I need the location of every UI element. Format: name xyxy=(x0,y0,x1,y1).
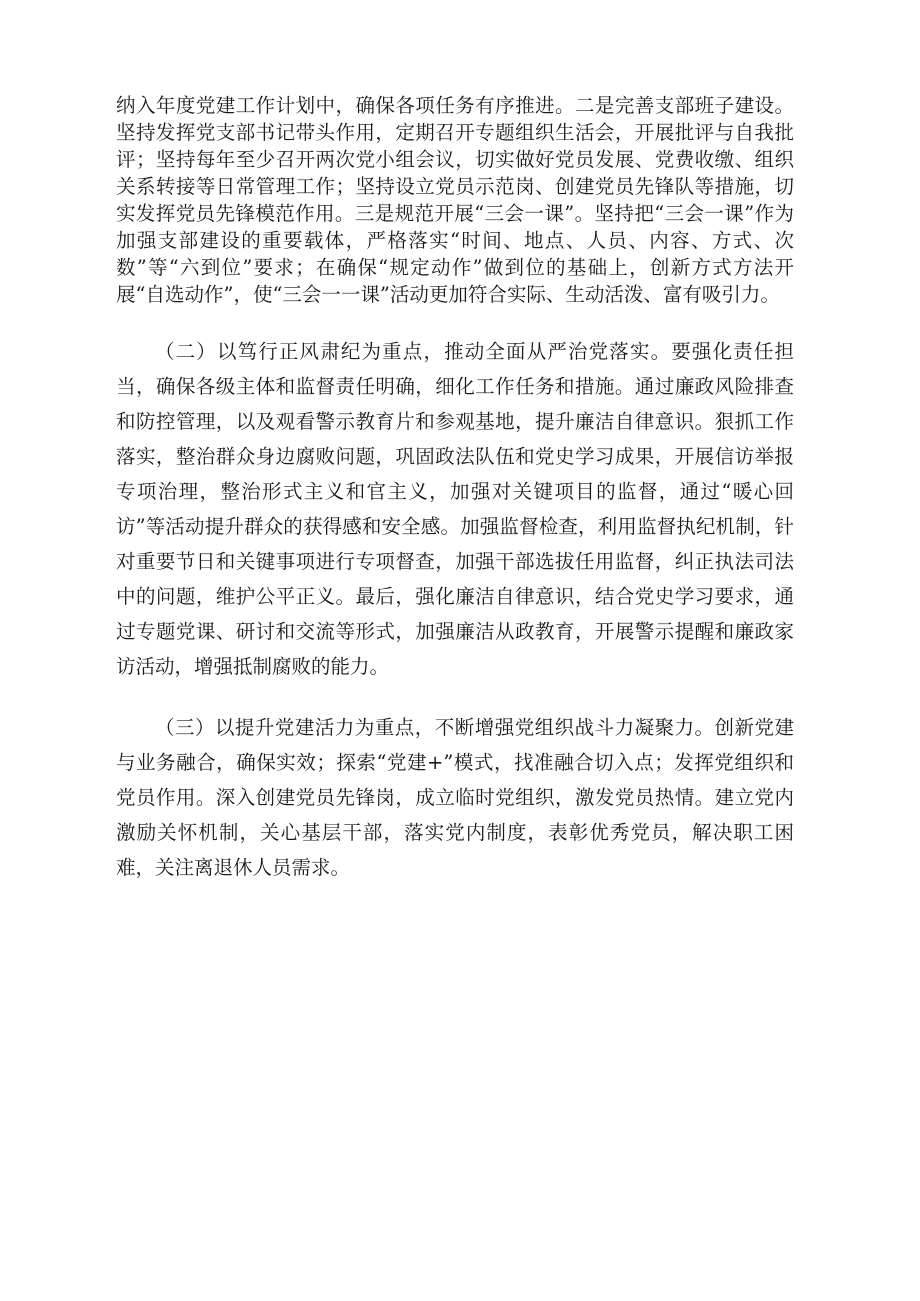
document-body xyxy=(116,92,794,885)
paragraph-section-three: （三）以提升党建活力为重点，不断增强党组织战斗力凝聚力。创新党建与业务融合，确保实效；探索“党建+”模式，找准融合切入点；发挥党组织和党员作用。深入创建党员先锋岗，成立临时党组织，激发党员热情。建立党内激励关怀机制，关心基层干部，落实党内制度，表彰优秀党员，解决职工困难，关注离退休人员需求。 xyxy=(116,716,794,879)
paragraph-section-two: （二）以笃行正风肃纪为重点，推动全面从严治党落实。要强化责任担当，确保各级主体和监督责任明确，细化工作任务和措施。通过廉政风险排查和防控管理，以及观看警示教育片和参观基地，提升廉洁自律意识。狠抓工作落实，整治群众身边腐败问题，巩固政法队伍和党史学习成果，开展信访举报专项治理，整治形式主义和官主义，加强对关键项目的监督，通过“暖心回访”等活动提升群众的获得感和安全感。加强监督检查，利用监督执纪机制，针对重要节日和关键事项进行专项督查，加强干部选拔任用监督，纠正执法司法中的问题，维护公平正义。最后，强化廉洁自律意识，结合党史学习要求，通过专题党课、研讨和交流等形式，加强廉洁从政教育，开展警示提醒和廉政家访活动，增强抵制腐败的能力。 xyxy=(116,340,794,678)
paragraph-branch-building: 纳入年度党建工作计划中，确保各项任务有序推进。二是完善支部班子建设。坚持发挥党支部书记带头作用，定期召开专题组织生活会，开展批评与自我批评；坚持每年至少召开两次党小组会议，切实做好党员发展、党费收缴、组织关系转接等日常管理工作；坚持设立党员示范岗、创建党员先锋队等措施，切实发挥党员先锋模范作用。三是规范开展“三会一课”。坚持把“三会一课”作为加强支部建设的重要载体，严格落实“时间、地点、人员、内容、方式、次数”等“六到位”要求；在确保“规定动作”做到位的基础上，创新方式方法开展“自选动作”，使“三会一一课”活动更加符合实际、生动活泼、富有吸引力。 xyxy=(116,94,794,306)
